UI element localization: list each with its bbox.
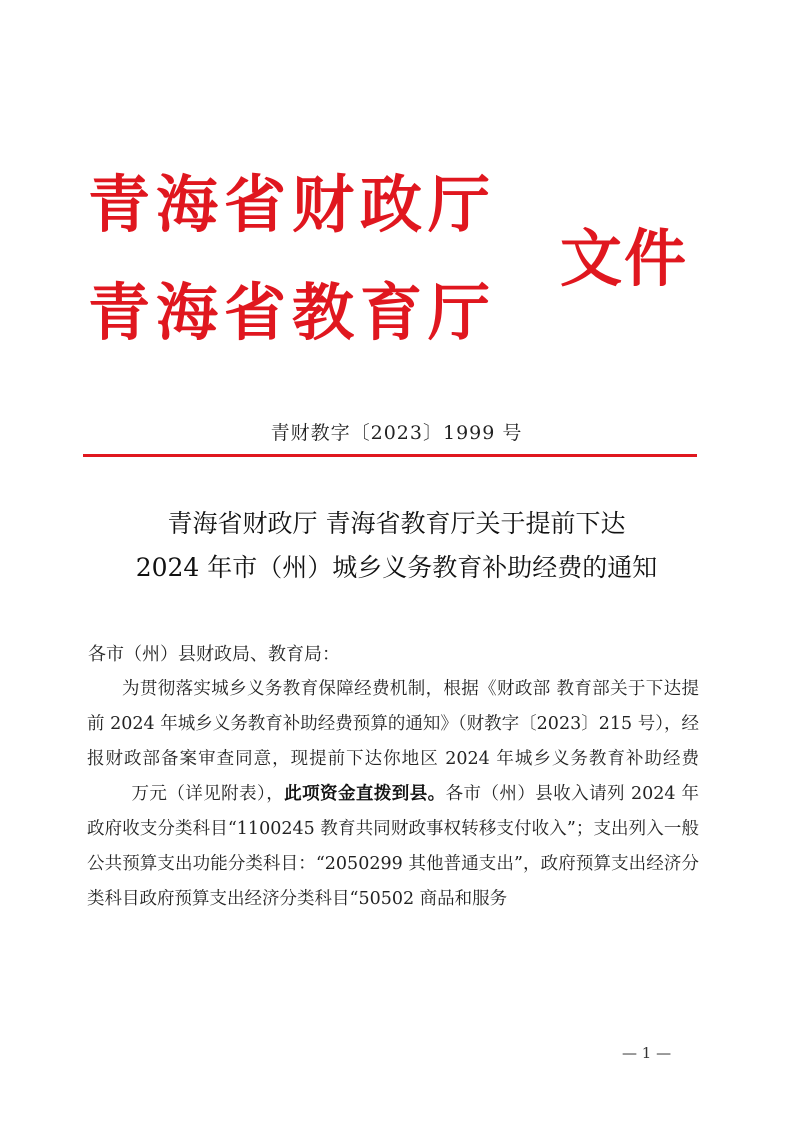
body-text-emphasis: 此项资金直拨到县。 [284,784,446,804]
header-suffix-document: 文件 [560,222,689,295]
body-text-part-3: 各市（州）县收入请列 2024 年政府收支分类科目“1100245 教育共同财政事权转移支付收入”；支出列入一般公共预算支出功能分类科目：“2050299 其他普通支出”，政府预算支出经济分类科目政府预算支出经济分类科目“50502 商品和服务 [87,784,700,909]
issuer-line-education-department: 青海省教育厅 [88,276,497,349]
page-number: — 1 — [622,1044,672,1062]
document-title-line-2: 2024 年市（州）城乡义务教育补助经费的通知 [135,553,658,582]
red-divider-rule [83,454,697,457]
document-title-line-1: 青海省财政厅 青海省教育厅关于提前下达 [167,509,626,538]
body-text-part-2: 万元（详见附表）， [131,784,285,804]
issuer-line-finance-department: 青海省财政厅 [88,168,497,241]
document-title [60,502,733,590]
body-text [87,672,699,917]
salutation: 各市（州）县财政局、教育局： [88,644,340,665]
document-number: 青财教字〔2023〕1999 号 [270,422,523,444]
body-paragraph [87,672,699,917]
body-text-part-1: 为贯彻落实城乡义务教育保障经费机制，根据《财政部 教育部关于下达提前 2024 年城乡义务教育补助经费预算的通知》（财教字〔2023〕215 号），经报财政部备案审查同意，现提前下达你地区 2024 年城乡义务教育补助经费 [87,679,699,769]
